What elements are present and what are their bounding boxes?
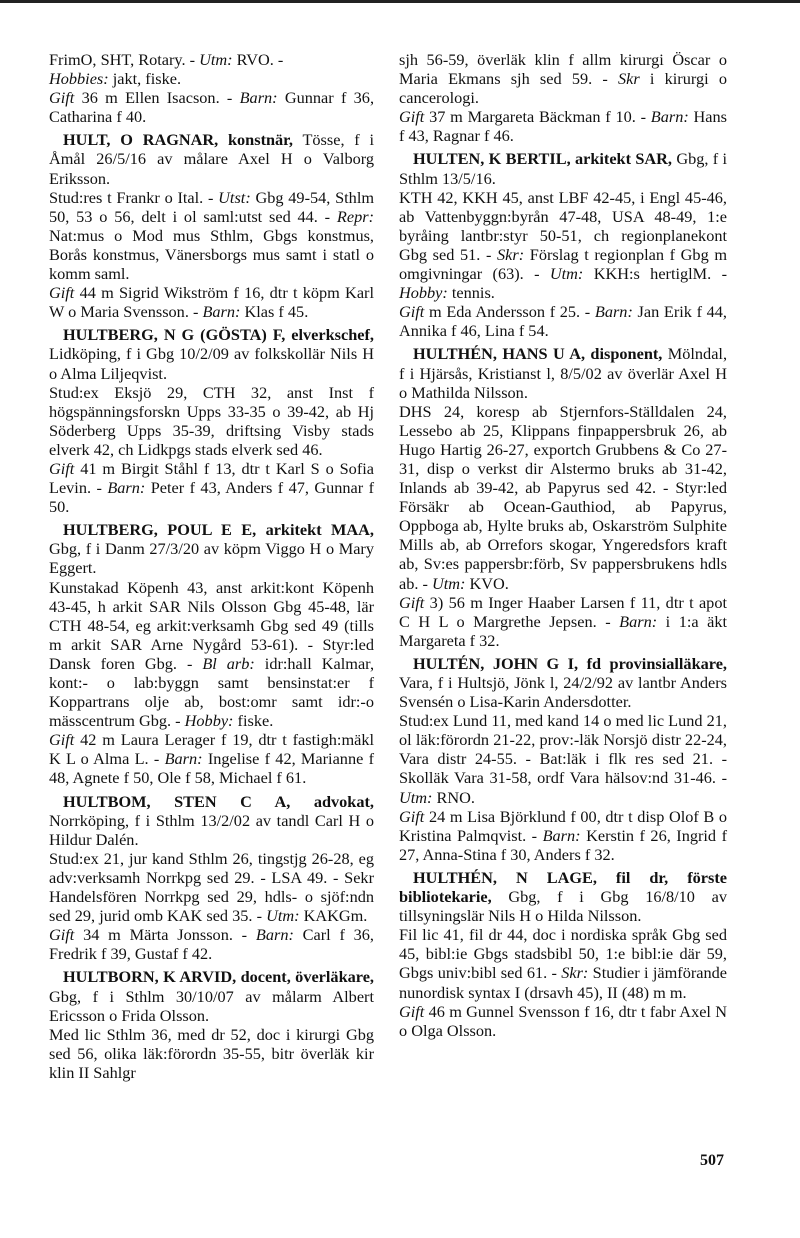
entry-text: sjh 56-59, överläk klin f allm kirurgi Öscar o Maria Ekmans sjh sed 59. - xyxy=(399,50,727,89)
entry-hultborn-arvid xyxy=(49,967,374,1082)
entry-heading: HULTBORN, K ARVID, docent, överläkare, xyxy=(63,967,374,987)
entry-body: KTH 42, KKH 45, anst LBF 42-45, i Engl 45-46, ab Vattenbyggn:byrån 47-48, USA 48-49, 1:e byråing lantbr:styr 50-51, ch regionplanekont Gbg sed 51. - xyxy=(399,187,727,264)
gift-value: 41 m Birgit Ståhl f 13, dtr t Karl S o Sofia Levin. - xyxy=(49,458,374,498)
hobby-value: fiske. xyxy=(233,711,274,731)
barn-label: Barn: xyxy=(164,749,203,769)
utm-label: Utm: xyxy=(266,906,300,926)
entry-body: Med lic Sthlm 36, med dr 52, doc i kirurgi Gbg sed 56, olika läk:förordn 35-55, bitr överläk kir klin II Sahlgr xyxy=(49,1024,374,1082)
barn-label: Barn: xyxy=(255,925,294,945)
skr-label: Skr: xyxy=(497,244,525,264)
skr-value: Studier i jämförande nunordisk syntax I (drsavh 45), II (48) m m. xyxy=(399,963,727,1002)
entry-heading: HULT, O RAGNAR, konstnär, xyxy=(63,130,293,150)
entry-heading: HULTBERG, N G (GÖSTA) F, elverkschef, xyxy=(63,325,374,345)
entry-heading: HULTHÉN, HANS U A, disponent, xyxy=(413,344,663,364)
entry-body: Stud:ex Eksjö 29, CTH 32, anst Inst f högspänningsforskn Upps 33-35 o 39-42, ab Hj Söderberg Upps 35-39, driftsing Visby stads elverk 42, ch Lidkpgs stads elverk sed 46. xyxy=(49,382,374,459)
utm-label: Utm: xyxy=(199,50,233,69)
repr-label: Repr: xyxy=(336,206,374,226)
entry-intro: Vara, f i Hultsjö, Jönk l, 24/2/92 av lantbr Anders Svensén o Lisa-Karin Andersdotter. xyxy=(399,673,727,712)
barn-label: Barn: xyxy=(202,302,241,322)
gift-value: 36 m Ellen Isacson. - xyxy=(74,88,240,108)
entry-heading: HULTEN, K BERTIL, arkitekt SAR, xyxy=(413,149,672,169)
utm-value: KAKGm. xyxy=(299,906,368,926)
entry-intro: Gbg, f i Sthlm 30/10/07 av målarm Albert Ericsson o Frida Olsson. xyxy=(49,986,374,1025)
right-column xyxy=(399,50,727,1044)
skr-value: Förslag t regionplan f Gbg m omgivningar (63). - xyxy=(399,244,727,284)
barn-label: Barn: xyxy=(107,478,146,498)
entry-body: Stud:ex Lund 11, med kand 14 o med lic Lund 21, ol läk:förordn 21-22, prov:-läk Norsjö distr 22-24, Vara distr 24-55. - Bat:läk i flk res sed 21. - Skolläk Vara 31-58, ordf Vara hälsov:nd 31-46. - xyxy=(399,711,727,788)
entry-intro: Mölndal, f i Hjärsås, Kristianst l, 8/5/02 av överlär Axel H o Mathilda Nilsson. xyxy=(399,344,728,402)
utm-value: RVO. - xyxy=(232,50,284,69)
entry-hultberg-poul xyxy=(49,520,374,787)
entry-body: Fil lic 41, fil dr 44, doc i nordiska språk Gbg sed 45, bibl:ie Gbgs stadsbibl 50, 1:e bibl:ie där 59, Gbgs univ:bibl sed 61. - xyxy=(399,925,727,983)
barn-label: Barn: xyxy=(239,88,278,108)
top-border-rule xyxy=(0,0,800,3)
entry-continuation-left xyxy=(49,50,374,126)
entry-intro: Gbg, f i Gbg 16/8/10 av tillsyningslär Nils H o Hilda Nilsson. xyxy=(399,887,727,926)
gift-label: Gift xyxy=(49,925,75,945)
gift-label: Gift xyxy=(49,730,75,750)
utm-value: KVO. xyxy=(465,573,509,593)
barn-value: Peter f 43, Anders f 47, Gunnar f 50. xyxy=(49,478,375,517)
utst-label: Utst: xyxy=(218,187,251,207)
entry-intro: Gbg, f i Danm 27/3/20 av köpm Viggo H o Mary Eggert. xyxy=(49,539,374,578)
hobby-value: tennis. xyxy=(447,283,495,303)
entry-heading: HULTBOM, STEN C A, advokat, xyxy=(63,791,374,811)
gift-value: m Eda Andersson f 25. - xyxy=(424,302,595,322)
gift-value: 3) 56 m Inger Haaber Larsen f 11, dtr t apot C H L o Margrethe Jepsen. - xyxy=(399,592,727,631)
entry-intro: Norrköping, f i Sthlm 13/2/02 av tandl Carl H o Hildur Dalén. xyxy=(49,810,374,849)
skr-label: Skr xyxy=(618,69,640,89)
utm-value: RNO. xyxy=(432,787,475,807)
gift-label: Gift xyxy=(49,458,75,478)
hobbies-label: Hobbies: xyxy=(49,69,109,89)
entry-heading: HULTBERG, POUL E E, arkitekt MAA, xyxy=(63,520,374,540)
barn-value: Jan Erik f 44, Annika f 46, Lina f 54. xyxy=(399,302,728,341)
barn-label: Barn: xyxy=(619,611,658,631)
page-number: 507 xyxy=(700,1152,724,1169)
barn-label: Barn: xyxy=(542,825,581,845)
entry-intro: Lidköping, f i Gbg 10/2/09 av folkskollär Nils H o Alma Liljeqvist. xyxy=(49,344,374,383)
barn-value: Carl f 36, Fredrik f 39, Gustaf f 42. xyxy=(49,925,375,964)
entry-hultbom-sten xyxy=(49,792,374,964)
entry-hulten-bertil xyxy=(399,149,727,340)
barn-value: Gunnar f 36, Catharina f 40. xyxy=(49,88,375,127)
hobby-label: Hobby: xyxy=(399,283,448,303)
hobbies-value: jakt, fiske. xyxy=(108,69,182,89)
blarb-value: idr:hall Kalmar, kont:- o lab:byggn samt bensinstat:er f Koppartrans olje ab, bost:omr samt idr:-o mässcentrum Gbg. - xyxy=(49,653,375,731)
utm-value: KKH:s hertiglM. - xyxy=(583,264,727,284)
skr-value: i kirurgi o cancerologi. xyxy=(399,69,727,108)
entry-text: FrimO, SHT, Rotary. - xyxy=(49,50,200,69)
blarb-label: Bl arb: xyxy=(202,653,255,673)
skr-label: Skr: xyxy=(561,963,589,983)
gift-label: Gift xyxy=(399,1001,425,1021)
gift-label: Gift xyxy=(399,806,425,826)
entry-hulthen-hans xyxy=(399,344,727,650)
entry-body: Stud:ex 21, jur kand Sthlm 26, tingstjg 26-28, eg adv:verksamh Norrkpg sed 29. - LSA 49. - Sekr Handelsfören Norrkpg sed 29, hdls- o sjöf:ndn sed 29, jurid omb KAK sed 35. - xyxy=(49,848,374,926)
barn-label: Barn: xyxy=(594,302,633,322)
gift-value: 44 m Sigrid Wikström f 16, dtr t köpm Karl W o Maria Svensson. - xyxy=(49,283,374,322)
gift-label: Gift xyxy=(399,592,425,612)
gift-value: 42 m Laura Lerager f 19, dtr t fastigh:mäkl K L o Alma L. - xyxy=(49,730,374,769)
entry-hultberg-gosta xyxy=(49,325,374,516)
barn-value: Kerstin f 26, Ingrid f 27, Anna-Stina f 30, Anders f 32. xyxy=(399,825,728,864)
entry-hulten-john xyxy=(399,654,727,864)
gift-label: Gift xyxy=(399,302,425,322)
gift-label: Gift xyxy=(49,88,75,108)
utm-label: Utm: xyxy=(432,573,466,593)
hobby-label: Hobby: xyxy=(184,711,234,731)
entry-intro: Gbg, f i Sthlm 13/5/16. xyxy=(399,149,727,188)
entry-body: Kunstakad Köpenh 43, anst arkit:kont Köpenh 43-45, h arkit SAR Nils Olsson Gbg 45-48, lär CTH 48-54, eg arkit:verksamh Gbg sed 49 (tills m arkit SAR Arne Nygård 53-61). - Styr:led Dansk foren Gbg. - xyxy=(49,577,374,673)
gift-label: Gift xyxy=(49,283,75,303)
barn-label: Barn: xyxy=(650,107,689,127)
entry-body: Stud:res t Frankr o Ital. - xyxy=(49,187,219,207)
entry-heading: HULTHÉN, N LAGE, fil dr, förste bibliotekarie, xyxy=(399,867,727,907)
utm-label: Utm: xyxy=(399,787,433,807)
left-column xyxy=(49,50,374,1086)
barn-value: Ingelise f 42, Marianne f 48, Agnete f 50, Ole f 58, Michael f 61. xyxy=(49,749,375,788)
utm-label: Utm: xyxy=(549,264,584,284)
entry-heading: HULTÉN, JOHN G I, fd provinsialläkare, xyxy=(413,653,727,673)
gift-label: Gift xyxy=(399,107,425,127)
barn-value: Klas f 45. xyxy=(240,302,309,322)
repr-value: Nat:mus o Mod mus Sthlm, Gbgs konstmus, Borås konstmus, Vänersborgs mus samt i statl o komm saml. xyxy=(49,225,374,284)
gift-value: 34 m Märta Jonsson. - xyxy=(74,925,256,945)
utst-value: Gbg 49-54, Sthlm 50, 53 o 56, delt i ol saml:utst sed 44. - xyxy=(49,187,375,226)
entry-hult-o-ragnar xyxy=(49,130,374,321)
barn-value: i 1:a äkt Margareta f 32. xyxy=(399,611,728,650)
entry-intro: Tösse, f i Åmål 26/5/16 av målare Axel H o Valborg Eriksson. xyxy=(49,130,374,188)
entry-body: DHS 24, koresp ab Stjernfors-Ställdalen 24, Lessebo ab 25, Klippans finpappersbruk 26, ab Hugo Hartig 26-27, exportch Grubbens & Co 27-31, disp o verkst dir Alstermo bruks ab 31-42, Inlands ab 39-42, ab Papyrus sed 42. - Styr:led Försäkr ab Ocean-Gauthiod, ab Papyrus, Oppboga ab, Hylte bruks ab, Oskarström Sulphite Mills ab, ab Orrefors skogar, Yngeredsfors kraft ab, Sv:es pappersbr:förb, Sv pappersbrukens hdls ab. - xyxy=(399,401,727,593)
entry-continuation-right xyxy=(399,50,727,145)
entry-hulthen-lage xyxy=(399,868,727,1040)
gift-value: 46 m Gunnel Svensson f 16, dtr t fabr Axel N o Olga Olsson. xyxy=(399,1001,727,1040)
gift-value: 37 m Margareta Bäckman f 10. - xyxy=(424,107,651,127)
gift-value: 24 m Lisa Björklund f 00, dtr t disp Olof B o Kristina Palmqvist. - xyxy=(399,806,727,845)
barn-value: Hans f 43, Ragnar f 46. xyxy=(399,107,727,146)
